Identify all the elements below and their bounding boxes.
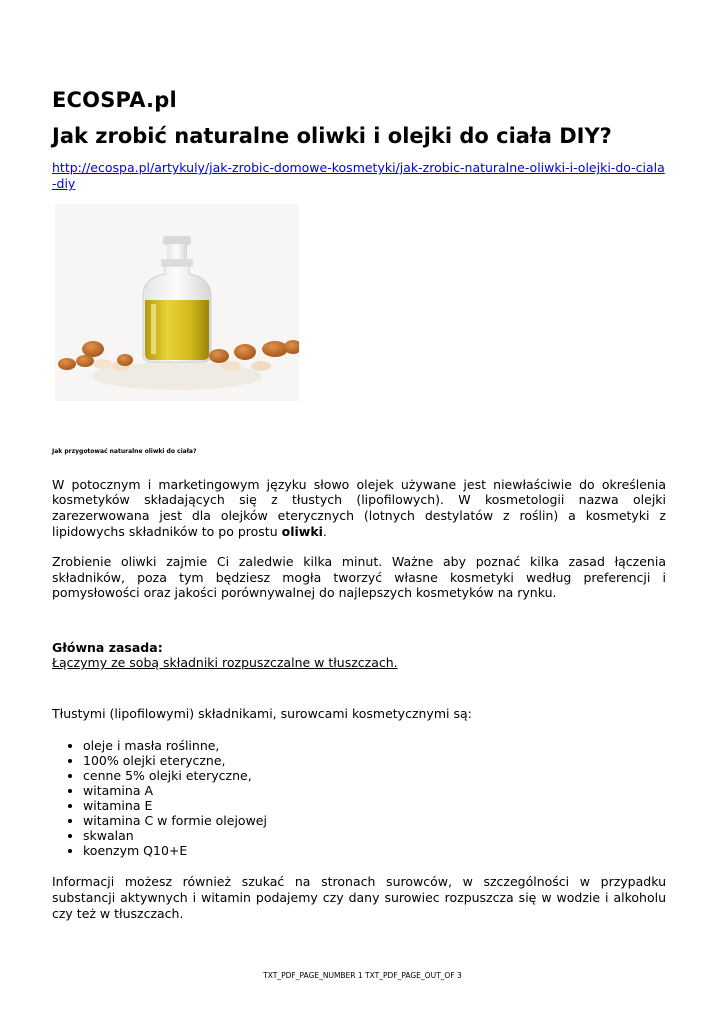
oil-bottle-photo bbox=[55, 204, 299, 401]
list-item: • 100% olejki eteryczne, bbox=[83, 753, 666, 768]
list-item: • cenne 5% olejki eteryczne, bbox=[83, 768, 666, 783]
article-title: Jak zrobić naturalne oliwki i olejki do ciała DIY? bbox=[52, 124, 612, 149]
main-rule-heading: Główna zasada: bbox=[52, 639, 163, 655]
list-item: • witamina A bbox=[83, 783, 666, 798]
list-item: • skwalan bbox=[83, 828, 666, 843]
second-paragraph: Zrobienie oliwki zajmie Ci zaledwie kilka minut. Ważne aby poznać kilka zasad łączenia składników, poza tym będziesz mogła tworzyć własne kosmetyki według preferencji i pomysłowości oraz jakości porównywalnej do najlepszych kosmetyków na rynku. bbox=[52, 554, 666, 601]
page-footer: TXT_PDF_PAGE_NUMBER 1 TXT_PDF_PAGE_OUT_OF 3 bbox=[263, 971, 462, 980]
intro-paragraph-bold: oliwki bbox=[281, 523, 323, 539]
site-title: ECOSPA.pl bbox=[52, 88, 177, 112]
document-page bbox=[52, 88, 666, 921]
intro-paragraph-text: W potocznym i marketingowym języku słowo olejek używane jest niewłaściwie do określenia kosmetyków składających się z tłustych (lipofilowych). W kosmetologii nazwa olejki zarezerwowana jest dla olejków eterycznych (lotnych destylatów z roślin) a kosmetyki z lipidowychs składników to po prostu bbox=[52, 476, 666, 539]
intro-paragraph bbox=[52, 477, 666, 539]
list-item: • witamina E bbox=[83, 798, 666, 813]
list-item: • witamina C w formie olejowej bbox=[83, 813, 666, 828]
source-link[interactable]: http://ecospa.pl/artykuly/jak-zrobic-domowe-kosmetyki/jak-zrobic-naturalne-oliwki-i-olejki-do-ciala-diy bbox=[52, 160, 665, 192]
ingredients-list bbox=[52, 738, 666, 859]
intro-paragraph-end: . bbox=[322, 523, 327, 539]
main-rule-text: Łączymy ze sobą składniki rozpuszczalne w tłuszczach. bbox=[52, 655, 398, 671]
image-caption: Jak przygotować naturalne oliwki do ciała? bbox=[52, 447, 197, 455]
lipids-intro: Tłustymi (lipofilowymi) składnikami, surowcami kosmetycznymi są: bbox=[52, 706, 472, 722]
list-item: • oleje i masła roślinne, bbox=[83, 738, 666, 753]
closing-paragraph: Informacji możesz również szukać na stronach surowców, w szczególności w przypadku substancji aktywnych i witamin podajemy czy dany surowiec rozpuszcza się w wodzie i alkoholu czy też w tłuszczach. bbox=[52, 874, 666, 921]
list-item: • koenzym Q10+E bbox=[83, 843, 666, 858]
